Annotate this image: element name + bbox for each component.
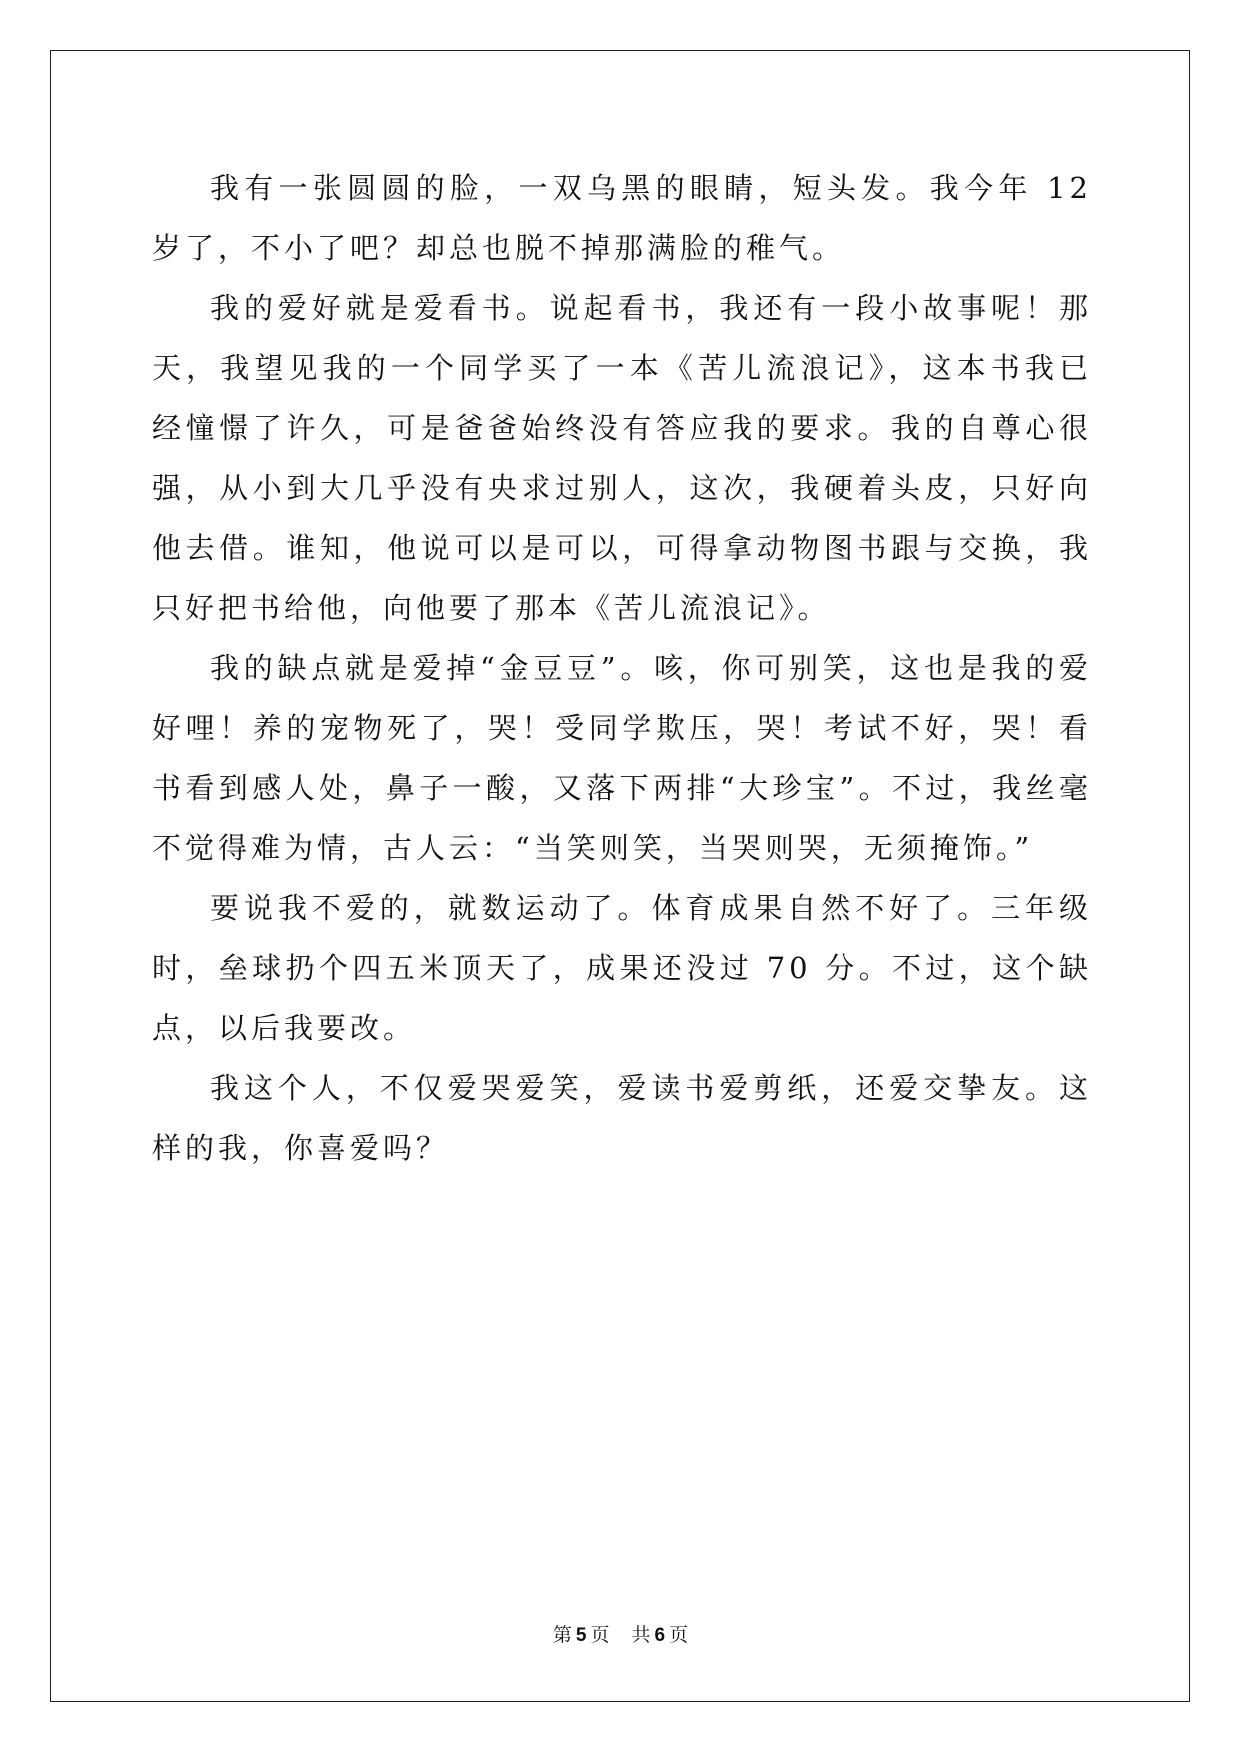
total-suffix: 页 [669, 1624, 689, 1646]
paragraph-3: 我的缺点就是爱掉“金豆豆”。咳，你可别笑，这也是我的爱好哩！养的宠物死了，哭！受同学欺压，哭！考试不好，哭！看书看到感人处，鼻子一酸，又落下两排“大珍宝”。不过，我丝毫不觉得难为情，古人云：“当笑则笑，当哭则哭，无须掩饰。” [152, 651, 1092, 865]
total-page-number: 6 [654, 1625, 666, 1646]
page-suffix: 页 [590, 1624, 610, 1646]
document-body [152, 158, 1092, 1178]
current-page-number: 5 [575, 1625, 587, 1646]
paragraph-4: 要说我不爱的，就数运动了。体育成果自然不好了。三年级时，垒球扔个四五米顶天了，成果还没过 70 分。不过，这个缺点，以后我要改。 [152, 891, 1092, 1045]
total-prefix: 共 [631, 1624, 651, 1646]
paragraph-2: 我的爱好就是爱看书。说起看书，我还有一段小故事呢！那天，我望见我的一个同学买了一本《苦儿流浪记》，这本书我已经憧憬了许久，可是爸爸始终没有答应我的要求。我的自尊心很强，从小到大几乎没有央求过别人，这次，我硬着头皮，只好向他去借。谁知，他说可以是可以，可得拿动物图书跟与交换，我只好把书给他，向他要了那本《苦儿流浪记》。 [152, 291, 1092, 625]
paragraph-1: 我有一张圆圆的脸，一双乌黑的眼睛，短头发。我今年 12 岁了，不小了吧？却总也脱不掉那满脸的稚气。 [152, 171, 1092, 265]
page-prefix: 第 [552, 1624, 572, 1646]
page-footer [0, 1620, 1241, 1647]
paragraph-5: 我这个人，不仅爱哭爱笑，爱读书爱剪纸，还爱交挚友。这样的我，你喜爱吗？ [152, 1071, 1092, 1165]
